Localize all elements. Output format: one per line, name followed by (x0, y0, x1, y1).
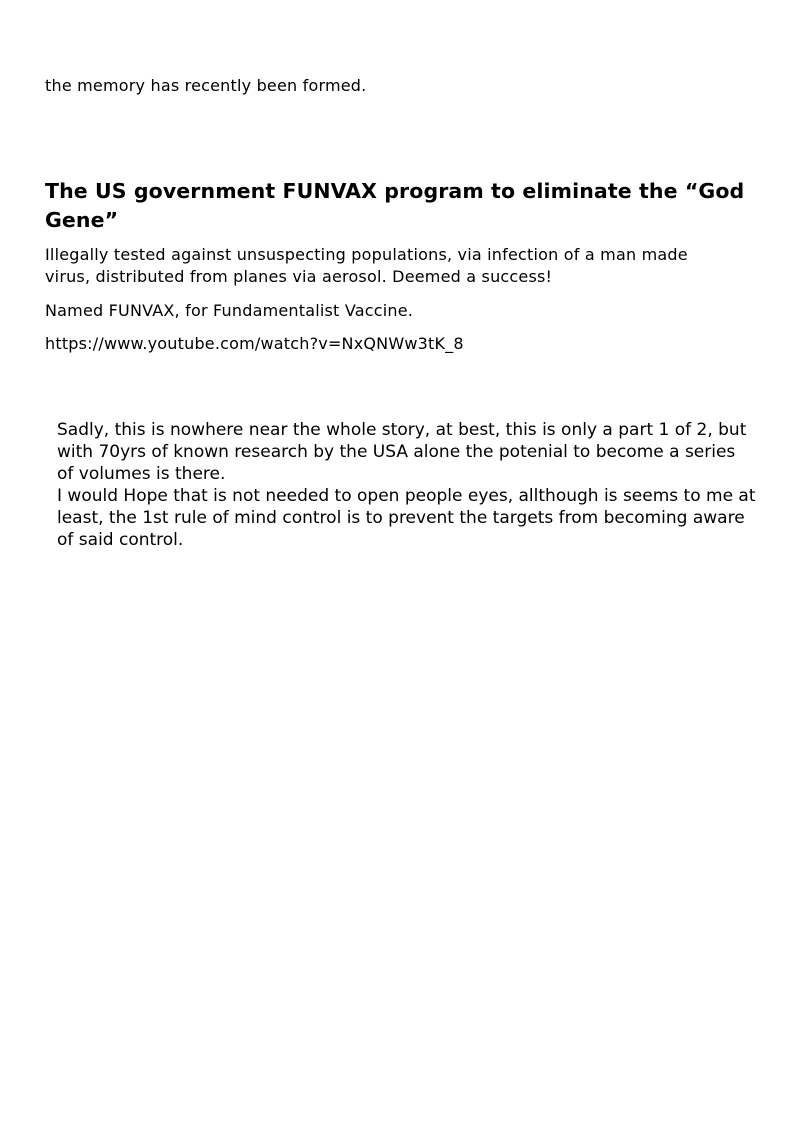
article-paragraph-name: Named FUNVAX, for Fundamentalist Vaccine. (45, 301, 414, 320)
author-note-line: I would Hope that is not needed to open people eyes, allthough is seems to me at least, the 1st rule of mind control is to prevent the targets from becoming aware of said control. (57, 486, 756, 550)
author-note (57, 419, 757, 551)
article-paragraph-description: Illegally tested against unsuspecting populations, via infection of a man made virus, distributed from planes via aerosol. Deemed a success! (45, 245, 688, 286)
fragment-text: the memory has recently been formed. (45, 76, 367, 95)
article-link[interactable]: https://www.youtube.com/watch?v=NxQNWw3tK_8 (45, 334, 464, 353)
article-heading: The US government FUNVAX program to eliminate the “God Gene” (45, 179, 745, 232)
author-note-line: Sadly, this is nowhere near the whole story, at best, this is only a part 1 of 2, but with 70yrs of known research by the USA alone the potenial to become a series of volumes is there. (57, 420, 747, 484)
